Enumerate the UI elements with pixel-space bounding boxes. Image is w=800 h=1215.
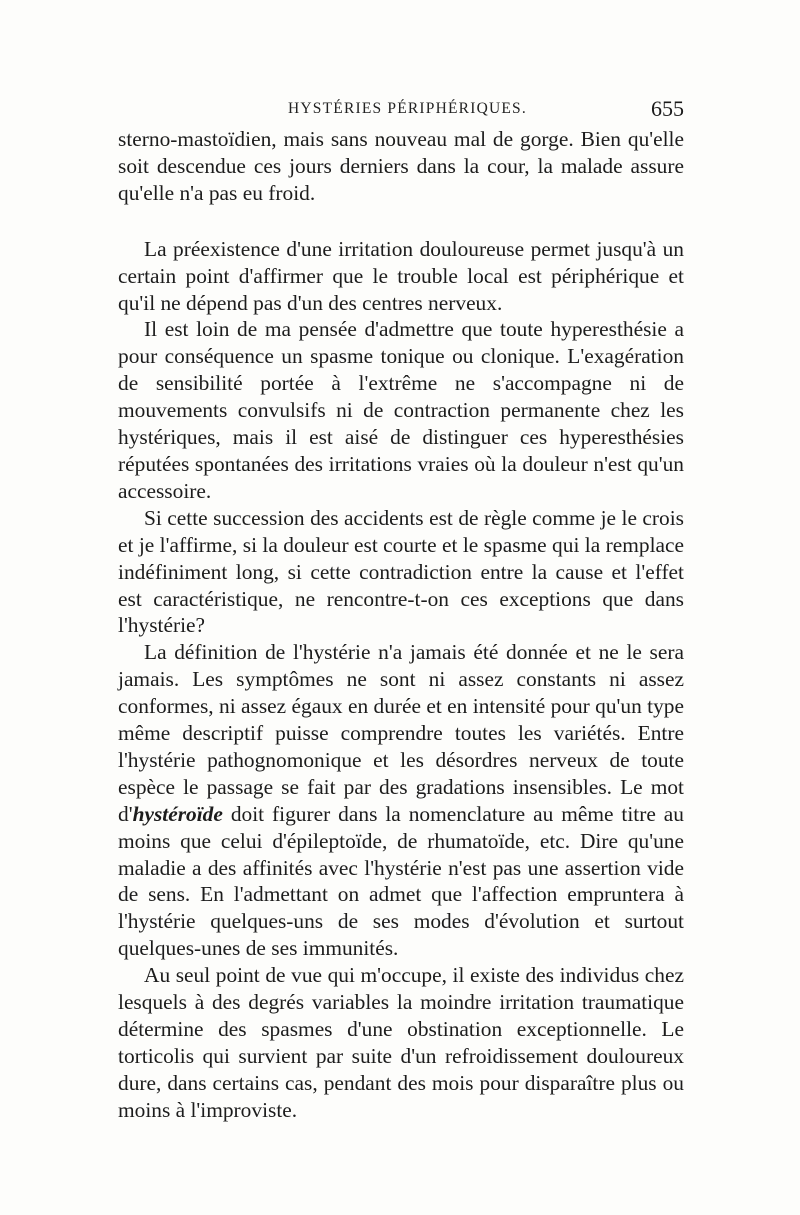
paragraph-continuation: sterno-mastoïdien, mais sans nouveau mal de gorge. Bien qu'elle soit descendue ces jours derniers dans la cour, la malade assure qu'elle n'a pas eu froid.	[118, 127, 684, 205]
text-run: La définition de l'hystérie n'a jamais été donnée et ne le sera jamais. Les symptômes ne sont ni assez constants ni assez conformes, ni assez égaux en durée et en intensité pour qu'un type même descriptif puisse comprendre toutes les variétés. Entre l'hystérie pathognomonique et les désordres nerveux de toute espèce le passage se fait par des gradations insensibles. Le mot d'	[118, 640, 684, 826]
paragraph-definition	[118, 639, 684, 962]
italic-term: hystéroïde	[132, 801, 223, 826]
page-number: 655	[651, 96, 684, 121]
running-head	[118, 96, 684, 126]
text-run: doit figurer dans la nomenclature au même titre au moins que celui d'épileptoïde, de rhumatoïde, etc. Dire qu'une maladie a des affinités avec l'hystérie n'est pas une assertion vide de sens. En l'admettant on admet que l'affection empruntera à l'hystérie quelques-uns de ses modes d'évolution et surtout quelques-unes de ses immunités.	[118, 801, 684, 961]
paragraph: La préexistence d'une irritation douloureuse permet jusqu'à un certain point d'affirmer que le trouble local est périphérique et qu'il ne dépend pas d'un des centres nerveux.	[118, 236, 684, 315]
paragraph: Si cette succession des accidents est de règle comme je le crois et je l'affirme, si la douleur est courte et le spasme qui la remplace indéfiniment long, si cette contradiction entre la cause et l'effet est caractéristique, ne rencontre-t-on ces exceptions que dans l'hystérie?	[118, 505, 684, 638]
running-title: HYSTÉRIES PÉRIPHÉRIQUES.	[288, 100, 527, 117]
paragraph: Au seul point de vue qui m'occupe, il existe des individus chez lesquels à des degrés variables la moindre irritation traumatique détermine des spasmes d'une obstination exceptionnelle. Le torticolis qui survient par suite d'un refroidissement douloureux dure, dans certains cas, pendant des mois pour disparaître plus ou moins à l'improviste.	[118, 963, 684, 1122]
paragraph: Il est loin de ma pensée d'admettre que toute hyperesthésie a pour conséquence un spasme tonique ou clonique. L'exagération de sensibilité portée à l'extrême ne s'accompagne ni de mouvements convulsifs ni de contraction permanente chez les hystériques, mais il est aisé de distinguer ces hyperesthésies réputées spontanées des irritations vraies où la douleur n'est qu'un accessoire.	[118, 317, 684, 503]
body-text	[118, 126, 684, 1124]
